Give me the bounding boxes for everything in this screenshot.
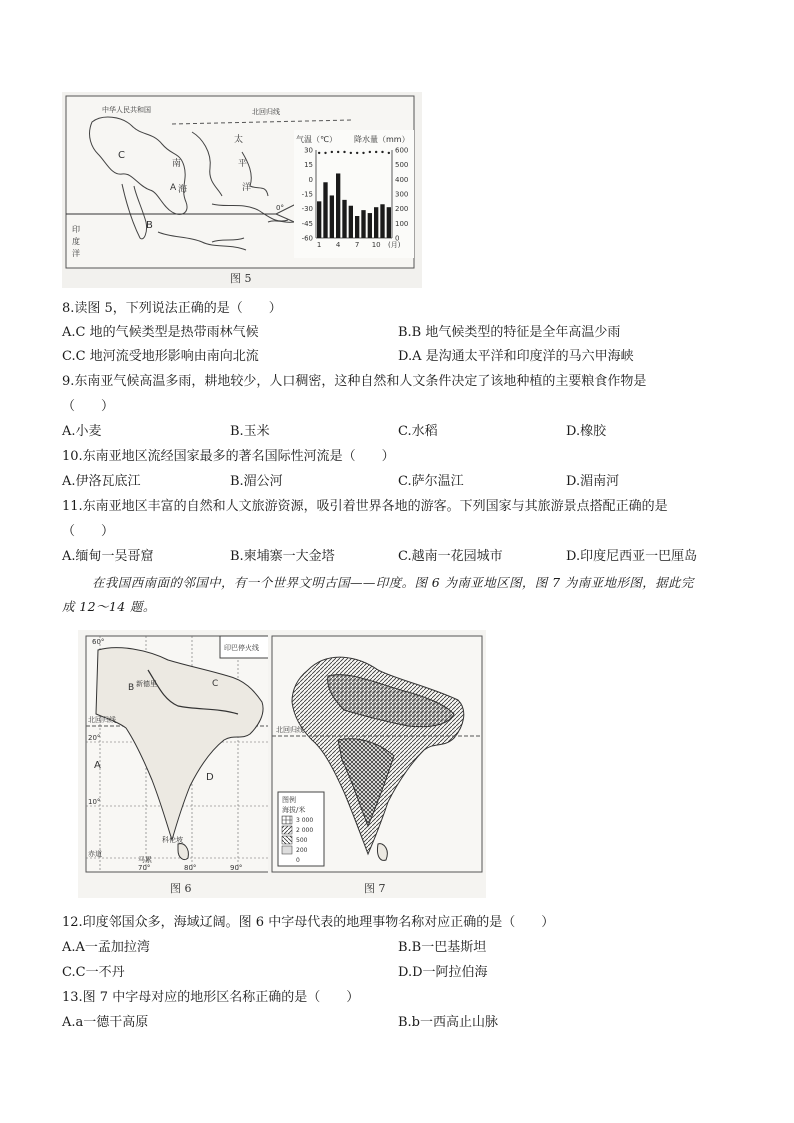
temp-point bbox=[381, 151, 383, 153]
q11-option-c: C.越南一花园城市 bbox=[398, 549, 503, 564]
precip-tick-label: 200 bbox=[395, 205, 409, 214]
temp-point bbox=[369, 151, 371, 153]
fig6-equator: 赤道 bbox=[88, 850, 102, 858]
temp-point bbox=[388, 152, 390, 154]
q11-stem: 11.东南亚地区丰富的自然和人文旅游资源，吸引着世界各地的游客。下列国家与其旅游景点搭配正确的是 bbox=[62, 499, 668, 514]
label-b: B bbox=[146, 220, 153, 231]
precip-tick-label: 500 bbox=[395, 161, 409, 170]
fig7-tropic: 北回归线 bbox=[276, 726, 304, 734]
label-c: C bbox=[118, 150, 125, 161]
fig7-legend-l5: 0 bbox=[296, 857, 300, 864]
fig6-newdelhi: 新德里 bbox=[136, 680, 157, 688]
figure-5-caption: 图 5 bbox=[230, 272, 252, 285]
temp-point bbox=[350, 152, 352, 154]
fig6-lon90: 90° bbox=[230, 864, 243, 872]
precip-bar bbox=[374, 207, 378, 238]
label-china: 中华人民共和国 bbox=[102, 106, 151, 114]
precip-bar bbox=[361, 210, 365, 238]
precip-tick-label: 400 bbox=[395, 175, 409, 184]
precip-bar bbox=[380, 204, 384, 238]
q11-option-a: A.缅甸一吴哥窟 bbox=[62, 549, 154, 564]
label-india-ocean2: 度 bbox=[72, 237, 80, 246]
label-ocean2: 平 bbox=[238, 159, 248, 169]
intro-line-2: 成 12～14 题。 bbox=[62, 599, 156, 614]
precip-bar bbox=[323, 182, 327, 238]
fig6-a: A bbox=[94, 760, 101, 771]
precip-bar bbox=[336, 173, 340, 238]
fig6-d: D bbox=[206, 772, 214, 783]
temp-point bbox=[362, 152, 364, 154]
month-tick-label: 1 bbox=[316, 241, 322, 249]
chart-precip-title: 降水量（mm） bbox=[354, 135, 410, 144]
fig6-lon80: 80° bbox=[184, 864, 197, 872]
q10-stem: 10.东南亚地区流经国家最多的著名国际性河流是（ ） bbox=[62, 449, 395, 464]
q10-option-b: B.湄公河 bbox=[230, 474, 283, 489]
q12-option-c: C.C一不丹 bbox=[62, 965, 125, 980]
q11-option-d: D.印度尼西亚一巴厘岛 bbox=[566, 549, 698, 564]
fig6-male: 马累 bbox=[138, 856, 152, 864]
fig7-legend-l1: 3 000 bbox=[296, 817, 314, 824]
fig7-legend-l2: 2 000 bbox=[296, 827, 314, 834]
temp-tick-label: 0 bbox=[308, 175, 313, 184]
temp-tick-label: -45 bbox=[301, 219, 313, 228]
q8-option-c: C.C 地河流受地形影响由南向北流 bbox=[62, 349, 259, 364]
q12-option-d: D.D一阿拉伯海 bbox=[398, 965, 488, 980]
temp-tick-label: -30 bbox=[301, 205, 313, 214]
fig7-legend-sub: 海拔/米 bbox=[282, 806, 306, 814]
temp-point bbox=[324, 152, 326, 154]
q12-option-b: B.B一巴基斯坦 bbox=[398, 940, 487, 955]
precip-tick-label: 600 bbox=[395, 146, 409, 155]
figure-6-caption: 图 6 bbox=[170, 882, 192, 895]
q9-option-b: B.玉米 bbox=[230, 424, 270, 439]
temp-point bbox=[337, 151, 339, 153]
q10-option-c: C.萨尔温江 bbox=[398, 474, 464, 489]
fig6-lat10: 10° bbox=[88, 798, 101, 806]
label-sea2: 海 bbox=[178, 185, 188, 195]
q9-stem: 9.东南亚气候高温多雨，耕地较少，人口稠密，这种自然和人文条件决定了该地种植的主要粮食作物是 bbox=[62, 374, 647, 389]
label-ocean1: 太 bbox=[234, 135, 244, 145]
month-tick-label: 4 bbox=[335, 241, 341, 249]
fig6-colombo: 科伦坡 bbox=[162, 836, 183, 844]
q8-option-d: D.A 是沟通太平洋和印度洋的马六甲海峡 bbox=[398, 349, 634, 364]
figure-5 bbox=[62, 92, 422, 288]
q11-option-b: B.柬埔寨一大金塔 bbox=[230, 549, 335, 564]
month-tick-label: 7 bbox=[354, 241, 360, 249]
precip-tick-label: 100 bbox=[395, 219, 409, 228]
label-india-ocean3: 洋 bbox=[72, 249, 80, 258]
q9-option-c: C.水稻 bbox=[398, 424, 438, 439]
q9-option-a: A.小麦 bbox=[62, 424, 102, 439]
month-unit-label: (月) bbox=[388, 241, 401, 249]
precip-bar bbox=[387, 207, 391, 238]
q8-option-a: A.C 地的气候类型是热带雨林气候 bbox=[62, 325, 259, 340]
q12-option-a: A.A一孟加拉湾 bbox=[62, 940, 150, 955]
q13-stem: 13.图 7 中字母对应的地形区名称正确的是（ ） bbox=[62, 990, 360, 1005]
fig6-lat20: 20° bbox=[88, 734, 101, 742]
fig7-legend-title: 图例 bbox=[282, 796, 296, 804]
month-tick-label: 10 bbox=[371, 241, 381, 249]
intro-line-1: 在我国西南面的邻国中，有一个世界文明古国——印度。图 6 为南亚地区图，图 7 为南亚地形图，据此完 bbox=[92, 575, 694, 590]
q9-stem-paren: （ ） bbox=[62, 399, 115, 414]
figure-7 bbox=[268, 630, 486, 898]
precip-bar bbox=[355, 216, 359, 238]
fig7-legend-l4: 200 bbox=[296, 847, 308, 854]
figure-7-caption: 图 7 bbox=[364, 882, 386, 895]
fig7-legend-l3: 500 bbox=[296, 837, 308, 844]
q10-option-a: A.伊洛瓦底江 bbox=[62, 474, 141, 489]
precip-tick-label: 300 bbox=[395, 190, 409, 199]
label-sea1: 南 bbox=[172, 159, 182, 169]
fig6-lon70: 70° bbox=[138, 864, 151, 872]
temp-tick-label: -15 bbox=[301, 190, 313, 199]
temp-point bbox=[375, 151, 377, 153]
precip-bar bbox=[368, 213, 372, 238]
temp-tick-label: -60 bbox=[301, 234, 313, 243]
temp-point bbox=[356, 152, 358, 154]
label-zero: 0° bbox=[276, 204, 284, 212]
fig6-lon60: 60° bbox=[92, 638, 105, 646]
chart-temp-title: 气温（℃） bbox=[296, 135, 337, 144]
q12-stem: 12.印度邻国众多，海域辽阔。图 6 中字母代表的地理事物名称对应正确的是（ ） bbox=[62, 915, 555, 930]
q13-option-a: A.a一德干高原 bbox=[62, 1015, 149, 1030]
temp-tick-label: 30 bbox=[304, 146, 313, 155]
temp-point bbox=[343, 151, 345, 153]
q11-stem-paren: （ ） bbox=[62, 524, 115, 539]
q10-option-d: D.湄南河 bbox=[566, 474, 620, 489]
q13-option-b: B.b一西高止山脉 bbox=[398, 1015, 499, 1030]
q8-stem: 8.读图 5，下列说法正确的是（ ） bbox=[62, 301, 282, 316]
label-ocean3: 洋 bbox=[242, 183, 252, 193]
figure-6 bbox=[78, 630, 276, 898]
precip-bar bbox=[342, 200, 346, 238]
temp-point bbox=[331, 151, 333, 153]
precip-bar bbox=[317, 201, 321, 238]
temp-tick-label: 15 bbox=[304, 161, 313, 170]
precip-tick-label: 0 bbox=[395, 234, 400, 243]
q9-option-d: D.橡胶 bbox=[566, 424, 607, 439]
fig6-box-label: 印巴停火线 bbox=[224, 644, 259, 652]
precip-bar bbox=[349, 206, 353, 238]
fig6-c: C bbox=[212, 679, 219, 689]
fig6-b: B bbox=[128, 683, 135, 693]
precip-bar bbox=[330, 195, 334, 238]
label-a: A bbox=[170, 183, 177, 193]
temp-point bbox=[318, 152, 320, 154]
label-tropic: 北回归线 bbox=[252, 108, 280, 116]
label-india-ocean1: 印 bbox=[72, 225, 80, 234]
q8-option-b: B.B 地气候类型的特征是全年高温少雨 bbox=[398, 325, 621, 340]
fig6-tropic: 北回归线 bbox=[88, 716, 116, 724]
